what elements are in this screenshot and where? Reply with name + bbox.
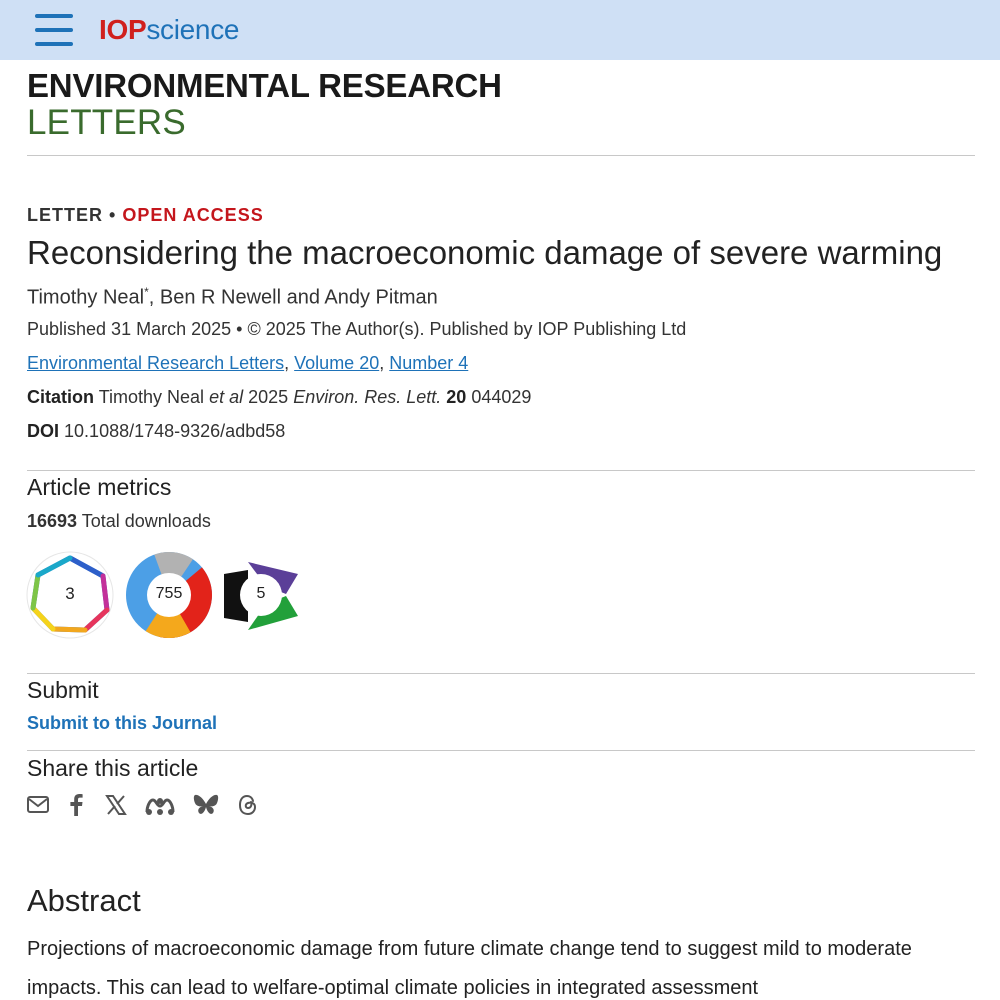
facebook-icon[interactable] bbox=[67, 792, 93, 818]
crossref-citations-value: 5 bbox=[256, 585, 266, 602]
logo-iop: IOP bbox=[99, 14, 147, 45]
total-downloads bbox=[27, 511, 211, 532]
journal-link[interactable]: Environmental Research Letters bbox=[27, 353, 285, 373]
divider bbox=[27, 470, 975, 471]
citation-journal: Environ. Res. Lett. bbox=[293, 387, 442, 407]
divider bbox=[27, 673, 975, 674]
crossref-badge[interactable] bbox=[218, 550, 308, 640]
article-type-separator: • bbox=[109, 205, 117, 225]
divider bbox=[27, 750, 975, 751]
logo-science: science bbox=[146, 14, 240, 45]
x-icon[interactable] bbox=[105, 792, 131, 818]
citation-author: Timothy Neal bbox=[98, 387, 205, 407]
authors-rest: , Ben R Newell and Andy Pitman bbox=[148, 286, 438, 309]
corresponding-author-mark: * bbox=[144, 285, 149, 299]
downloads-label: Total downloads bbox=[81, 511, 211, 531]
journal-title-line1: ENVIRONMENTAL RESEARCH bbox=[27, 67, 502, 104]
article-title: Reconsidering the macroeconomic damage of severe warming bbox=[27, 234, 943, 271]
issue-number-link[interactable]: Number 4 bbox=[389, 353, 469, 373]
journal-title[interactable] bbox=[27, 68, 502, 142]
author-link[interactable]: Timothy Neal bbox=[27, 286, 145, 309]
dimensions-citations-value: 3 bbox=[65, 584, 75, 603]
threads-icon[interactable] bbox=[237, 792, 263, 818]
menu-icon[interactable] bbox=[35, 13, 73, 47]
link-separator: , bbox=[284, 353, 290, 373]
open-access-label: OPEN ACCESS bbox=[122, 205, 264, 225]
altmetric-score-value: 755 bbox=[155, 585, 183, 602]
submit-to-journal-link[interactable]: Submit to this Journal bbox=[27, 713, 218, 733]
citation-volume: 20 bbox=[446, 387, 467, 407]
journal-links bbox=[27, 353, 468, 374]
doi-label: DOI bbox=[27, 421, 60, 441]
submit-heading: Submit bbox=[27, 677, 99, 703]
article-type bbox=[27, 205, 264, 226]
abstract-heading: Abstract bbox=[27, 883, 141, 918]
volume-link[interactable]: Volume 20 bbox=[294, 353, 380, 373]
doi bbox=[27, 421, 285, 442]
divider bbox=[27, 155, 975, 156]
dimensions-badge[interactable] bbox=[25, 550, 115, 640]
share-heading: Share this article bbox=[27, 755, 199, 781]
journal-title-line2: LETTERS bbox=[27, 103, 186, 142]
link-separator: , bbox=[379, 353, 385, 373]
citation-article-id: 044029 bbox=[471, 387, 532, 407]
email-icon[interactable] bbox=[27, 792, 53, 818]
top-bar bbox=[0, 0, 1000, 60]
article-metrics-heading: Article metrics bbox=[27, 474, 172, 500]
article-type-label: LETTER bbox=[27, 205, 103, 225]
iopscience-logo[interactable] bbox=[99, 13, 239, 47]
citation-label: Citation bbox=[27, 387, 94, 407]
abstract-text: Projections of macroeconomic damage from future climate change tend to suggest mild to moderate impacts. This can lead to welfare-optimal climate policies in integrated assessment bbox=[27, 938, 912, 999]
mendeley-icon[interactable] bbox=[145, 792, 175, 818]
bluesky-icon[interactable] bbox=[193, 792, 219, 818]
altmetric-badge[interactable] bbox=[124, 550, 214, 640]
doi-value[interactable]: 10.1088/1748-9326/adbd58 bbox=[64, 421, 286, 441]
citation-etal: et al bbox=[209, 387, 244, 407]
citation-year: 2025 bbox=[248, 387, 289, 407]
citation bbox=[27, 387, 531, 408]
authors bbox=[27, 285, 438, 310]
publication-info: Published 31 March 2025 • © 2025 The Author(s). Published by IOP Publishing Ltd bbox=[27, 319, 687, 339]
downloads-count: 16693 bbox=[27, 511, 78, 531]
